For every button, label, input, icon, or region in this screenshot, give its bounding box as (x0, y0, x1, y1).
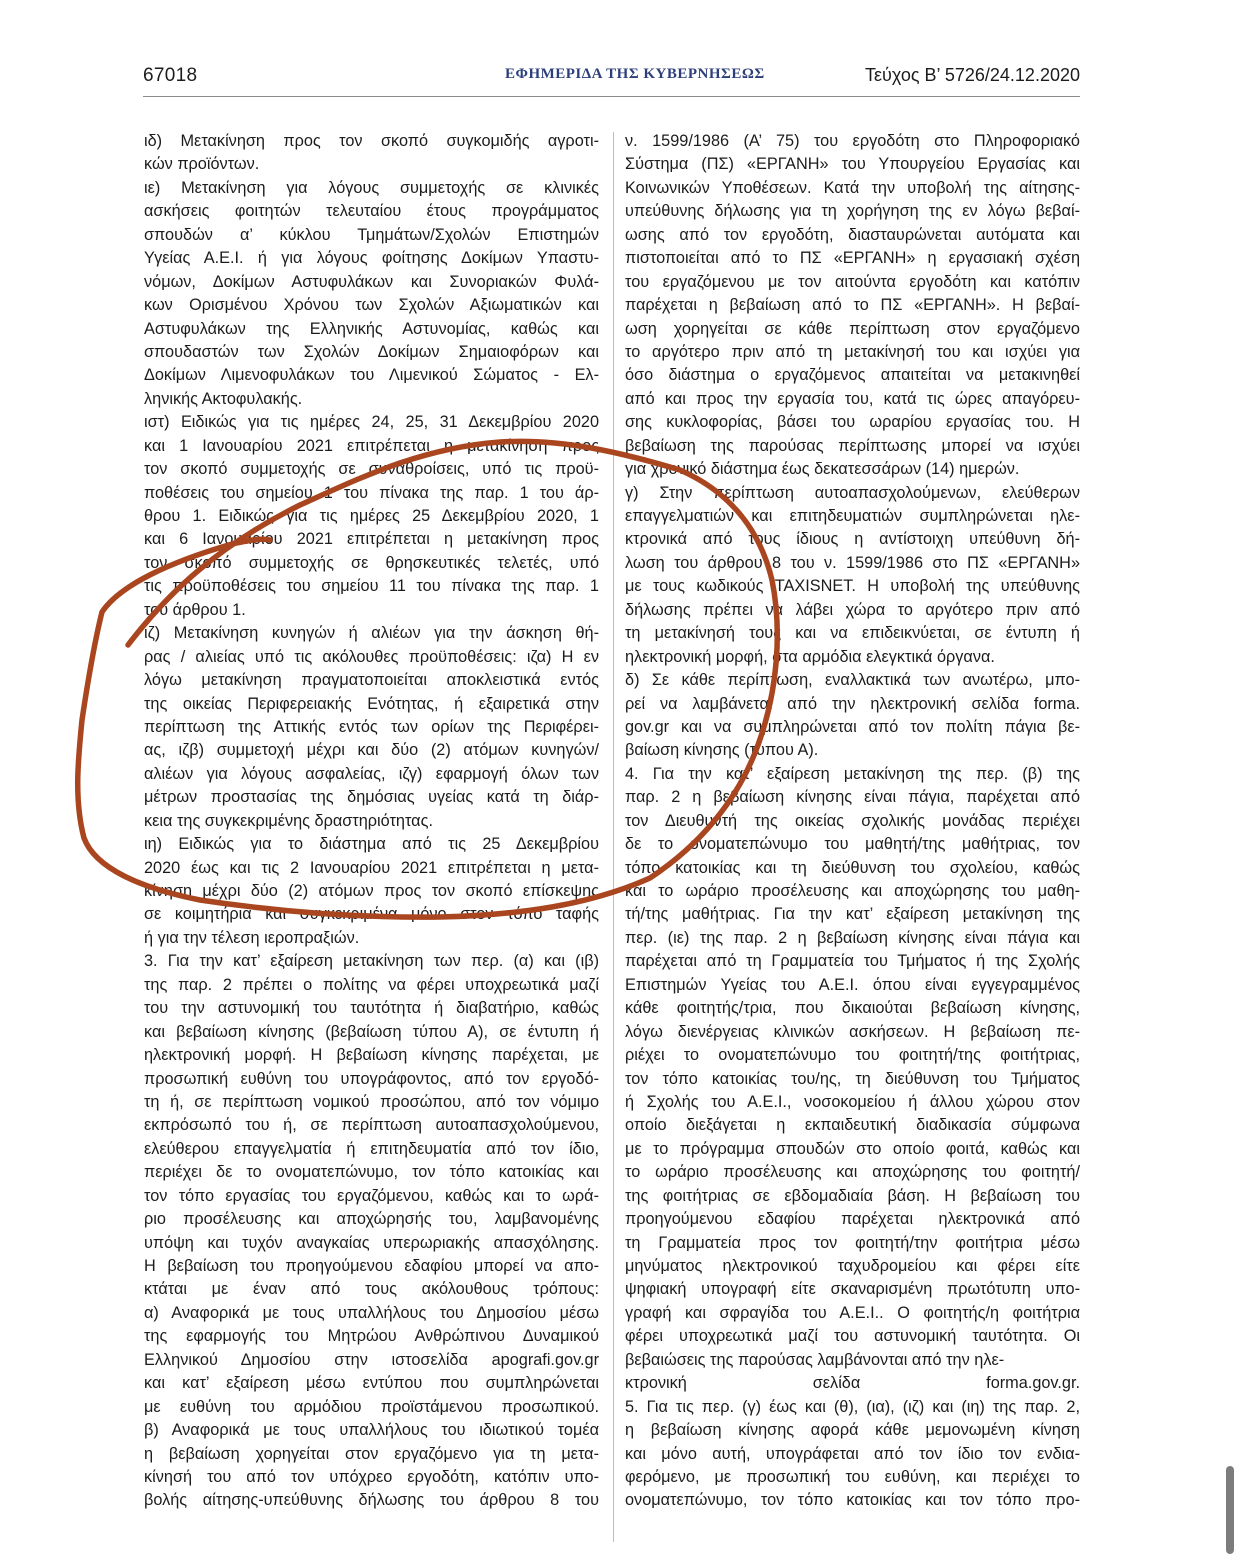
text-line: δ) Σε κάθε περίπτωση, εναλλακτικά των ανωτέρω, μπο- (625, 671, 1080, 690)
text-line: κίνηση μέχρι δύο (2) ατόμων προς τον σκοπό επίσκεψης (144, 882, 599, 900)
text-line: ψηφιακή υπογραφή είτε σκαναρισμένη πρωτότυπη υπο- (625, 1280, 1080, 1299)
text-line: φέρει υποχρεωτικά μαζί του αστυνομική ταυτότητα. Οι (625, 1327, 1080, 1346)
text-line: ασκήσεις φοιτητών τελευταίου έτους προγράμματος (144, 202, 599, 221)
text-line: ν. 1599/1986 (Α’ 75) του εργοδότη στο Πληροφοριακό (625, 132, 1080, 150)
text-line: του άρθρου 1. (144, 600, 246, 619)
text-line: προηγούμενου εδαφίου παρέχεται ηλεκτρονικά από (625, 1210, 1080, 1229)
text-line: δήλωσης πρέπει να λάβει χώρα το αργότερο πριν από (625, 600, 1080, 619)
text-line: ας, ιζβ) συμμετοχή μέχρι και δύο (2) ατόμων κυνηγών/ (144, 741, 599, 760)
text-line: κτάται με έναν από τους ακόλουθους τρόπους: (144, 1280, 599, 1299)
text-line: παρ. 2 η βεβαίωση κίνησης είναι πάγια, παρέχεται από (625, 788, 1080, 807)
page-number: 67018 (143, 65, 198, 86)
text-line: ωση χορηγείται σε κάθε περίπτωση στον εργαζόμενο (625, 319, 1080, 338)
text-line: μέτρων προστασίας της δημόσιας υγείας κατά τη διάρ- (144, 788, 599, 807)
text-line: β) Αναφορικά με τους υπαλλήλους του ιδιωτικού τομέα (144, 1421, 599, 1440)
text-line: πιστοποιείται από το ΠΣ «ΕΡΓΑΝΗ» η εργασιακή σχέση (625, 249, 1080, 268)
text-line: σπουδαστών των Σχολών Δοκίμων Σημαιοφόρων και (144, 342, 599, 361)
text-line: και 6 Ιανουαρίου 2021 επιτρέπεται η μετακίνηση προς (144, 530, 599, 549)
scrollbar-thumb[interactable] (1226, 1466, 1234, 1554)
text-line: ή για την τέλεση ιεροπραξιών. (144, 928, 360, 947)
text-line: λόγω διενέργειας κλινικών ασκήσεων. Η βεβαίωση πε- (625, 1022, 1080, 1041)
text-line: οποίο διεξάγεται η εκπαιδευτική διαδικασία σύμφωνα (625, 1116, 1080, 1135)
text-line: αλιέων για λόγους ασφαλείας, ιζγ) εφαρμογή όλων των (144, 764, 599, 783)
text-line: τις προϋποθέσεις του σημείου 11 του πίνακα της παρ. 1 (144, 577, 599, 596)
text-line: α) Αναφορικά με τους υπαλλήλους του Δημοσίου μέσω (144, 1303, 599, 1322)
text-line: της εφαρμογής του Μητρώου Ανθρώπινου Δυναμικού (144, 1327, 599, 1346)
text-line: Υγείας Α.Ε.Ι. ή για λόγους φοίτησης Δοκίμων Υπαστυ- (144, 249, 599, 268)
text-line: 5. Για τις περ. (γ) έως και (θ), (ια), (ιζ) και (ιη) της παρ. 2, (625, 1397, 1080, 1416)
issue-number: Τεύχος Β’ 5726/24.12.2020 (864, 65, 1080, 85)
text-line: το αργότερο πριν από τη μετακίνησή του και ισχύει για (625, 342, 1080, 361)
column-divider (613, 132, 614, 1542)
text-line: κεια της συγκεκριμένης δραστηριότητας. (144, 811, 433, 830)
text-line: κτρονικά από τους ίδιους η αντίστοιχη υπεύθυνη δή- (625, 530, 1080, 549)
text-line: ονοματεπώνυμο, τον τόπο κατοικίας και τον τόπο προ- (625, 1491, 1080, 1510)
text-line: τη Γραμματεία προς τον φοιτητή/την φοιτήτρια μέσω (625, 1233, 1080, 1252)
text-line: για χρονικό διάστημα έως δεκατεσσάρων (14) ημερών. (625, 460, 1020, 479)
text-line: του εργαζόμενου με τον αιτούντα εργοδότη και κατόπιν (625, 272, 1080, 291)
text-line: λωση του άρθρου 8 του ν. 1599/1986 στο ΠΣ «ΕΡΓΑΝΗ» (625, 553, 1080, 572)
text-line: Ελληνικού Δημοσίου στην ιστοσελίδα apografi.gov.gr (144, 1350, 599, 1369)
text-line: και το ωράριο προσέλευσης και αποχώρησης του μαθη- (625, 882, 1080, 900)
text-line: σπουδών α’ κύκλου Τμημάτων/Σχολών Επιστημών (144, 225, 599, 244)
text-line: κτρονική σελίδα forma.gov.gr. (625, 1374, 1080, 1393)
text-line: Επιστημών Υγείας του Α.Ε.Ι. όπου είναι εγγεγραμμένος (625, 975, 1080, 994)
text-line: κίνησή του από τον υπόχρεο εργοδότη, κατόπιν υπο- (144, 1467, 599, 1486)
text-line: τον σκοπό συμμετοχής σε θρησκευτικές τελετές, υπό (144, 553, 599, 572)
text-line: σε κοιμητήρια και συγκεκριμένα μόνο στον τόπο ταφής (144, 905, 599, 924)
text-line: ριέχει το ονοματεπώνυμο του φοιτητή/της φοιτήτριας, (625, 1046, 1080, 1065)
text-line: βολής αίτησης-υπεύθυνης δήλωσης του άρθρου 8 του (144, 1491, 599, 1510)
text-line: Η βεβαίωση του προηγούμενου εδαφίου μπορεί να απο- (144, 1257, 599, 1275)
text-line: ρεί να λαμβάνεται από την ηλεκτρονική σελίδα forma. (625, 694, 1080, 713)
text-line: και κατ’ εξαίρεση μέσω εντύπου που συμπληρώνεται (144, 1374, 599, 1393)
text-line: ρας / αλιείας υπό τις ακόλουθες προϋποθέσεις: ιζα) Η εν (144, 647, 599, 666)
text-line: τη μετακίνησή τους και να επιδεικνύεται, σε έντυπη ή (625, 624, 1080, 643)
text-line: η βεβαίωση κίνησης αφορά κάθε μεμονωμένη κίνηση (625, 1421, 1080, 1440)
text-line: Αστυφυλάκων της Ελληνικής Αστυνομίας, καθώς και (144, 319, 599, 338)
text-line: ληνικής Ακτοφυλακής. (144, 389, 303, 408)
text-line: ηλεκτρονική μορφή. Η βεβαίωση κίνησης παρέχεται, με (144, 1046, 599, 1065)
text-line: βαίωση κίνησης (τύπου Α). (625, 741, 819, 760)
text-line: 2020 έως και τις 2 Ιανουαρίου 2021 επιτρέπεται η μετα- (144, 858, 599, 877)
text-line: ιστ) Ειδικώς για τις ημέρες 24, 25, 31 Δεκεμβρίου 2020 (144, 413, 599, 432)
text-line: σης κυκλοφορίας, βάσει του ωραρίου εργασίας του. Η (625, 413, 1080, 432)
text-line: τη ή, σε περίπτωση νομικού προσώπου, από τον νόμιμο (144, 1092, 599, 1111)
left-column (144, 130, 599, 1513)
text-line: ιδ) Μετακίνηση προς τον σκοπό συγκομιδής αγροτι- (144, 132, 599, 150)
right-column (625, 130, 1080, 1513)
text-line: νόμων, Δοκίμων Αστυφυλάκων και Συνοριακών Φυλά- (144, 272, 599, 291)
text-line: ή Σχολής του Α.Ε.Ι., νοσοκομείου ή άλλου χώρου στον (625, 1092, 1080, 1111)
text-line: βεβαίωση της παρούσας περίπτωσης μπορεί να ισχύει (625, 436, 1080, 455)
text-line: ποθέσεις του σημείου 1 του πίνακα της παρ. 1 του άρ- (144, 483, 599, 502)
text-line: 4. Για την κατ’ εξαίρεση μετακίνηση της περ. (β) της (625, 764, 1080, 783)
text-line: ιη) Ειδικώς για το διάστημα από τις 25 Δεκεμβρίου (144, 835, 599, 854)
text-line: περ. (ιε) της παρ. 2 η βεβαίωση κίνησης είναι πάγια και (625, 928, 1080, 947)
text-line: η βεβαίωση χορηγείται στον εργαζόμενο για τη μετα- (144, 1444, 599, 1463)
text-line: ωσης από τον εργοδότη, διασταυρώνεται αυτόματα και (625, 225, 1080, 244)
text-line: υπεύθυνης δήλωσης για τη χορήγηση της εν λόγω βεβαί- (625, 202, 1080, 221)
text-line: 3. Για την κατ’ εξαίρεση μετακίνηση των περ. (α) και (ιβ) (144, 952, 599, 971)
text-line: γ) Στην περίπτωση αυτοαπασχολούμενων, ελεύθερων (625, 483, 1080, 502)
text-line: της φοιτήτριας σε εβδομαδιαία βάση. Η βεβαίωση του (625, 1186, 1080, 1205)
text-line: και 1 Ιανουαρίου 2021 επιτρέπεται η μετακίνηση προς (144, 436, 599, 455)
text-line: βεβαιώσεις της παρούσας λαμβάνονται από την ηλε- (625, 1350, 1005, 1369)
text-line: δε το ονοματεπώνυμο του μαθητή/της μαθήτριας, τον (625, 835, 1080, 854)
text-line: gov.gr και να συμπληρώνεται από τον πολίτη πάγια βε- (625, 717, 1080, 736)
text-line: ριο προσέλευσης και αποχώρησής του, λαμβανομένης (144, 1210, 599, 1229)
text-line: τον τόπο εργασίας του εργαζόμενου, καθώς και το ωρά- (144, 1186, 599, 1205)
text-line: θρου 1. Ειδικώς για τις ημέρες 25 Δεκεμβρίου 2020, 1 (144, 507, 599, 525)
header-rule (143, 96, 1080, 97)
text-line: περίπτωση της Αττικής εντός των ορίων της Περιφέρει- (144, 717, 599, 736)
text-line: τον σκοπό συμμετοχής σε συναθροίσεις, υπό τις προϋ- (144, 460, 599, 479)
text-line: της οικείας Περιφερειακής Ενότητας, ή εξαιρετικά στην (144, 694, 599, 713)
text-line: τον Διευθυντή της οικείας σχολικής μονάδας περιέχει (625, 811, 1080, 830)
text-line: ιζ) Μετακίνηση κυνηγών ή αλιέων για την άσκηση θή- (144, 624, 599, 643)
text-line: περιέχει δε το ονοματεπώνυμο, τον τόπο κατοικίας και (144, 1163, 599, 1182)
text-line: υπόψη και τυχόν αναγκαίας υπερωριακής απασχόλησης. (144, 1233, 599, 1252)
text-line: τή/της μαθήτριας. Για την κατ’ εξαίρεση μετακίνηση της (625, 905, 1080, 924)
text-line: φερόμενο, με προσωπική του ευθύνη, και περιέχει το (625, 1467, 1080, 1486)
text-line: Κοινωνικών Υποθέσεων. Κατά την υποβολή της αίτησης- (625, 178, 1080, 197)
text-line: όσο διάστημα ο εργαζόμενος απαιτείται να μετακινηθεί (625, 366, 1080, 385)
text-line: κών προϊόντων. (144, 155, 260, 174)
text-line: και μόνο αυτή, υπογράφεται από τον ίδιο τον ενδια- (625, 1444, 1080, 1463)
text-line: τόπο κατοικίας και τη διεύθυνση του σχολείου, καθώς (625, 858, 1080, 877)
text-line: προσωπική ευθύνη του υπογράφοντος, από τον εργοδό- (144, 1069, 599, 1088)
journal-title: ΕΦΗΜΕΡΙΔΑ ΤΗΣ ΚΥΒΕΡΝΗΣΕΩΣ (505, 66, 765, 82)
text-line: με το πρόγραμμα σπουδών στο οποίο φοιτά, καθώς και (625, 1139, 1080, 1158)
text-line: μηνύματος ηλεκτρονικού ταχυδρομείου και φέρει είτε (625, 1257, 1080, 1275)
text-line: κάθε φοιτητής/τρια, που δικαιούται βεβαίωση κίνησης, (625, 999, 1080, 1018)
text-line: παρέχεται από τη Γραμματεία του Τμήματος ή της Σχολής (625, 952, 1080, 971)
text-line: Σύστημα (ΠΣ) «ΕΡΓΑΝΗ» του Υπουργείου Εργασίας και (625, 155, 1080, 174)
text-line: Δοκίμων Λιμενοφυλάκων του Λιμενικού Σώματος - Ελ- (144, 366, 599, 385)
text-line: και βεβαίωση κίνησης (βεβαίωση τύπου Α), σε έντυπη ή (144, 1022, 599, 1041)
text-line: της παρ. 2 πρέπει ο πολίτης να φέρει υποχρεωτικά μαζί (144, 975, 599, 994)
text-line: ιε) Μετακίνηση για λόγους συμμετοχής σε κλινικές (144, 178, 599, 197)
text-line: εκπρόσωπό του ή, σε περίπτωση αυτοαπασχολούμενου, (144, 1116, 599, 1135)
text-line: παρέχεται η βεβαίωση από το ΠΣ «ΕΡΓΑΝΗ». Η βεβαί- (625, 296, 1080, 315)
text-line: το ωράριο προσέλευσης και αποχώρησης του φοιτητή/ (625, 1163, 1080, 1182)
text-line: ελεύθερου επαγγελματία ή επιτηδευματία από τον ίδιο, (144, 1139, 599, 1158)
text-line: με ευθύνη του αρμόδιου προϊστάμενου προσωπικού. (144, 1397, 599, 1416)
text-line: γραφή και σφραγίδα του Α.Ε.Ι.. Ο φοιτητής/η φοιτήτρια (625, 1303, 1080, 1322)
text-line: με τους κωδικούς TAXISNET. Η υποβολή της υπεύθυνης (625, 577, 1080, 596)
text-line: τον τόπο κατοικίας του/ης, τη διεύθυνση του Τμήματος (625, 1069, 1080, 1088)
text-line: κων Ορισμένου Χρόνου των Σχολών Αξιωματικών και (144, 296, 599, 315)
text-line: ηλεκτρονική μορφή, στα αρμόδια ελεγκτικά όργανα. (625, 647, 995, 666)
text-line: λόγω μετακίνηση πραγματοποιείται αποκλειστικά εντός (144, 671, 599, 690)
page-header (0, 0, 1242, 100)
text-line: του την αστυνομική του ταυτότητα ή διαβατήριο, καθώς (144, 999, 599, 1018)
text-line: επαγγελματιών και επιτηδευματιών συμπληρώνεται ηλε- (625, 507, 1080, 525)
text-line: από και προς την εργασία του, κατά τις ώρες απαγόρευ- (625, 389, 1080, 408)
